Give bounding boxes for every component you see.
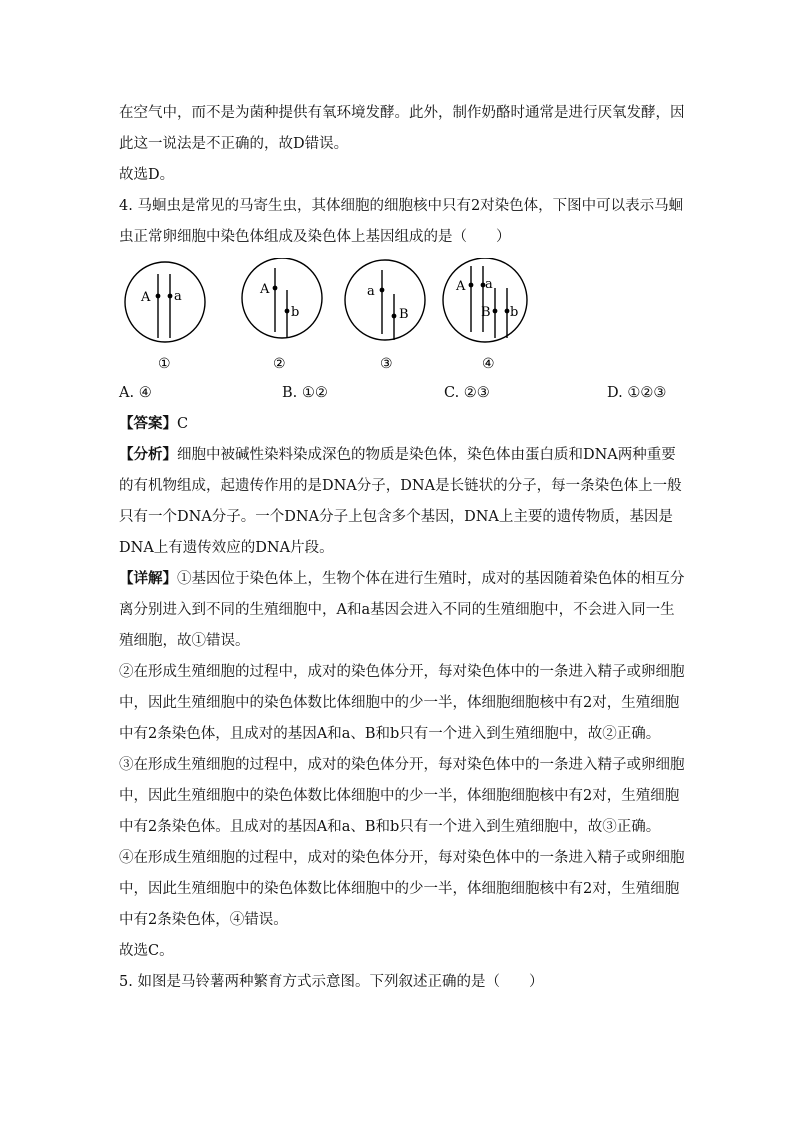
gene-label: a [485, 277, 493, 292]
analysis-tag: 【分析】 [119, 446, 177, 463]
analysis-line: 的有机物组成，起遗传作用的是DNA分子，DNA是长链状的分子，每一条染色体上一般 [119, 478, 682, 494]
question-4-stem: 4. 马蛔虫是常见的马寄生虫，其体细胞的细胞核中只有2对染色体，下图中可以表示马蛔 [119, 198, 684, 214]
detail-line: 中有2条染色体，且成对的基因A和a、B和b只有一个进入到生殖细胞中，故②正确。 [119, 726, 661, 742]
detail-line: 中有2条染色体，④错误。 [119, 912, 288, 928]
cell-number: ③ [380, 356, 393, 372]
option-label: B. [282, 385, 298, 401]
answer-text: C [177, 416, 189, 432]
option-text: ①② [301, 385, 328, 401]
gene-label: B [481, 305, 491, 320]
option-label: C. [444, 385, 460, 401]
answer-line [119, 415, 188, 433]
gene-label: a [367, 284, 375, 299]
cell-number: ② [273, 356, 286, 372]
gene-label: B [399, 307, 409, 322]
gene-label: a [174, 289, 182, 304]
gene-label: b [291, 305, 300, 320]
analysis-line: DNA上有遗传效应的DNA片段。 [119, 540, 334, 556]
cell-diagrams [110, 258, 710, 378]
gene-label: A [141, 290, 151, 305]
answer-tag: 【答案】 [119, 415, 177, 432]
cell-number: ① [158, 356, 171, 372]
analysis-line: 【分析】细胞中被碱性染料染成深色的物质是染色体，染色体由蛋白质和DNA两种重要 [119, 446, 676, 463]
question-4-stem: 虫正常卵细胞中染色体组成及染色体上基因组成的是（ ） [119, 229, 511, 245]
chromosome-figure [110, 258, 710, 378]
paragraph-line: 在空气中，而不是为菌种提供有氧环境发酵。此外，制作奶酪时通常是进行厌氧发酵，因 [119, 105, 685, 121]
paragraph-line: 此这一说法是不正确的，故D错误。 [119, 136, 349, 152]
option-b [282, 384, 328, 402]
cell-2 [242, 258, 322, 372]
option-label: D. [607, 385, 623, 401]
option-text: ②③ [463, 385, 490, 401]
question-5-stem: 5. 如图是马铃薯两种繁育方式示意图。下列叙述正确的是（ ） [119, 974, 544, 990]
detail-line: 殖细胞，故①错误。 [119, 633, 250, 649]
option-text: ④ [138, 385, 152, 401]
option-a [119, 384, 152, 402]
gene-label: b [510, 305, 519, 320]
cell-1 [125, 262, 205, 372]
option-label: A. [119, 385, 135, 401]
gene-label: A [456, 279, 466, 294]
cell-number: ④ [482, 356, 495, 372]
detail-line: 中，因此生殖细胞中的染色体数比体细胞中的少一半，体细胞细胞核中有2对，生殖细胞 [119, 695, 680, 711]
paragraph-line: 故选D。 [119, 167, 175, 183]
detail-line: ④在形成生殖细胞的过程中，成对的染色体分开，每对染色体中的一条进入精子或卵细胞 [119, 850, 685, 866]
conclusion-line: 故选C。 [119, 943, 174, 959]
detail-line: 【详解】①基因位于染色体上，生物个体在进行生殖时，成对的基因随着染色体的相互分 [119, 570, 685, 587]
analysis-line: 只有一个DNA分子。一个DNA分子上包含多个基因，DNA上主要的遗传物质，基因是 [119, 509, 673, 525]
cell-4 [443, 258, 527, 372]
detail-line: ②在形成生殖细胞的过程中，成对的染色体分开，每对染色体中的一条进入精子或卵细胞 [119, 664, 685, 680]
cell-3 [345, 260, 425, 372]
detail-tag: 【详解】 [119, 570, 177, 587]
option-d [607, 384, 666, 402]
gene-label: A [260, 282, 270, 297]
detail-line: 离分别进入到不同的生殖细胞中，A和a基因会进入不同的生殖细胞中，不会进入同一生 [119, 602, 675, 618]
detail-line: 中有2条染色体。且成对的基因A和a、B和b只有一个进入到生殖细胞中，故③正确。 [119, 819, 661, 835]
option-text: ①②③ [627, 385, 667, 401]
detail-line: 中，因此生殖细胞中的染色体数比体细胞中的少一半，体细胞细胞核中有2对，生殖细胞 [119, 881, 680, 897]
option-c [444, 384, 490, 402]
detail-line: 中，因此生殖细胞中的染色体数比体细胞中的少一半，体细胞细胞核中有2对，生殖细胞 [119, 788, 680, 804]
detail-line: ③在形成生殖细胞的过程中，成对的染色体分开，每对染色体中的一条进入精子或卵细胞 [119, 757, 685, 773]
